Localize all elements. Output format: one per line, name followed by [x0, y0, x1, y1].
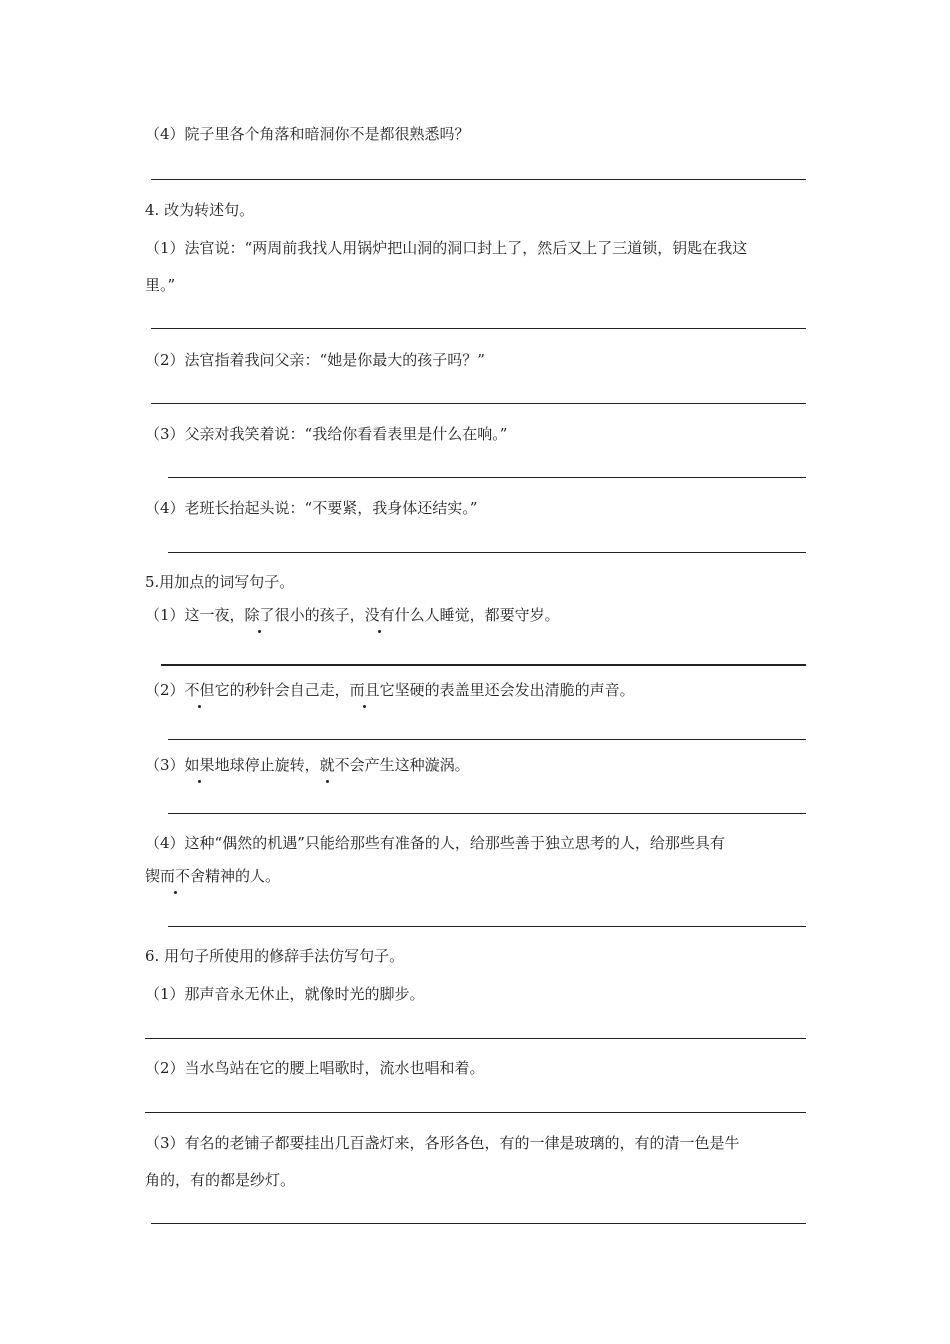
q4-item-1-line-1: （1）法官说：“两周前我找人用锅炉把山洞的洞口封上了，然后又上了三道锁，钥匙在我这	[145, 239, 748, 257]
q5-item-3-part-3: 不会产生这种漩涡。	[334, 756, 470, 774]
dotted-word-2: 而且	[349, 681, 380, 699]
q4-item-1-line-2: 里。”	[145, 276, 176, 294]
q5-item-1-part-3: 什么人睡觉，都要守岁。	[394, 606, 560, 624]
dotted-word-1: 锲而不舍	[145, 867, 206, 885]
q5-item-2-part-3: 它坚硬的表盖里还会发出清脆的声音。	[379, 681, 635, 699]
answer-line-q6-2[interactable]	[145, 1112, 806, 1113]
dotted-word-1: 不但	[184, 681, 215, 699]
q4-item-3-text: （3）父亲对我笑着说：“我给你看看表里是什么在响。”	[145, 425, 508, 443]
q6-item-3-line-1: （3）有名的老铺子都要挂出几百盏灯来，各形各色，有的一律是玻璃的，有的清一色是牛	[145, 1134, 740, 1152]
answer-line-q4-3[interactable]	[168, 477, 806, 478]
q5-item-4-line-1: （4）这种“偶然的机遇”只能给那些有准备的人，给那些善于独立思考的人，给那些具有	[145, 834, 725, 852]
q6-item-3-line-2: 角的，有的都是纱灯。	[145, 1171, 296, 1189]
q5-item-3-part-2: 地球停止旋转，	[214, 756, 320, 774]
q3-item-4-text: （4）院子里各个角落和暗洞你不是都很熟悉吗？	[145, 125, 470, 143]
q5-item-4-line-2	[145, 866, 280, 886]
answer-line-q4-2[interactable]	[151, 403, 806, 404]
q4-title: 4. 改为转述句。	[145, 201, 255, 219]
q4-item-4-text: （4）老班长抬起头说：“不要紧，我身体还结实。”	[145, 499, 478, 517]
q5-item-2-part-1: （2）	[145, 681, 185, 699]
q5-item-1-text	[145, 605, 560, 625]
q6-title: 6. 用句子所使用的修辞手法仿写句子。	[145, 947, 405, 965]
dotted-word-1: 如果	[184, 756, 215, 774]
q5-item-2-part-2: 它的秒针会自己走，	[214, 681, 350, 699]
answer-line-q6-1[interactable]	[145, 1038, 806, 1039]
q5-item-1-part-2: 很小的孩子，	[274, 606, 365, 624]
answer-line-q4-4[interactable]	[168, 552, 806, 553]
q4-item-2-text: （2）法官指着我问父亲：“她是你最大的孩子吗？”	[145, 351, 485, 369]
answer-line-q5-2[interactable]	[168, 739, 806, 740]
q5-title: 5.用加点的词写句子。	[145, 573, 295, 591]
answer-line-q5-1[interactable]	[161, 664, 806, 666]
q5-item-4-part-1: 精神的人。	[205, 867, 281, 885]
dotted-word-2: 就	[319, 756, 335, 774]
q5-item-3-text	[145, 755, 470, 775]
q5-item-2-text	[145, 680, 635, 700]
dotted-word-2: 没有	[364, 606, 395, 624]
dotted-word-1: 除了	[244, 606, 275, 624]
q6-item-1-text: （1）那声音永无休止，就像时光的脚步。	[145, 985, 425, 1003]
answer-line-q5-4[interactable]	[168, 926, 806, 927]
answer-line-q6-3[interactable]	[151, 1223, 806, 1224]
answer-line-q5-3[interactable]	[168, 813, 806, 814]
answer-line-q3-4[interactable]	[151, 179, 806, 180]
q6-item-2-text: （2）当水鸟站在它的腰上唱歌时，流水也唱和着。	[145, 1059, 485, 1077]
answer-line-q4-1[interactable]	[151, 328, 806, 329]
q5-item-3-part-1: （3）	[145, 756, 185, 774]
q5-item-1-part-1: （1）这一夜，	[145, 606, 245, 624]
